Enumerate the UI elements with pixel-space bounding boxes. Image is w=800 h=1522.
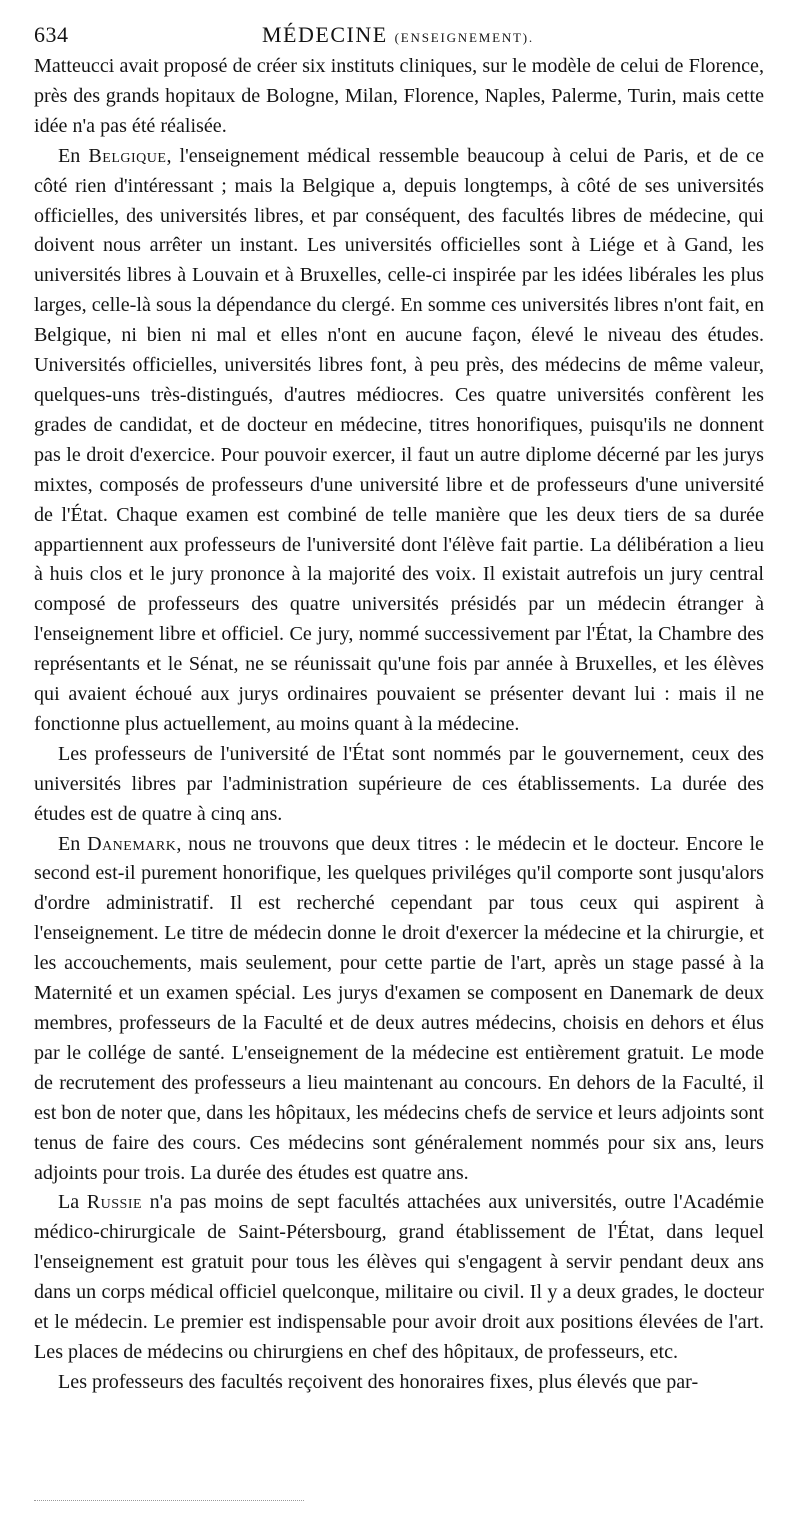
text-run: n'a pas moins de sept facultés attachées aux universités, outre l'Académie médico-chirurgicale de Saint-Pétersbourg, grand établissement de l'État, dans lequel l'enseignement est gratuit pour tous les élèves qui s'engagent à servir pendant deux ans dans un corps médical officiel quelconque, militaire ou civil. Il y a deux grades, le docteur et le médecin. Le premier est indispensable pour avoir droit aux positions élevées de l'art. Les places de médecins ou chirurgiens en chef des hôpitaux, de professeurs, etc.	[34, 1191, 765, 1363]
text-run: , l'enseignement médical ressemble beaucoup à celui de Paris, et de ce côté rien d'intéressant ; mais la Belgique a, depuis longtemps, à côté de ses universités officielles, des universités libres, et par conséquent, des facultés libres de médecine, qui doivent nous arrêter un instant. Les universités officielles sont à Liége et à Gand, les universités libres à Louvain et à Bruxelles, celle-ci inspirée par les idées libérales les plus larges, celle-là sous la dépendance du clergé. En somme ces universités libres n'ont fait, en Belgique, ni bien ni mal et elles n'ont en aucune façon, élevé le niveau des études. Universités officielles, universités libres font, à peu près, des médecins de même valeur, quelques-uns très-distingués, d'autres médiocres. Ces quatre universités confèrent les grades de candidat, et de docteur en médecine, titres honorifiques, puisqu'ils ne donnent pas le droit d'exercice. Pour pouvoir exercer, il faut un autre diplome décerné par les jurys mixtes, composés de professeurs d'une université libre et de professeurs d'une université de l'État. Chaque examen est combiné de telle manière que les deux tiers de sa durée appartiennent aux professeurs de l'université dont l'élève fait partie. La délibération a lieu à huis clos et le jury prononce à la majorité des voix. Il existait autrefois un jury central composé de professeurs des quatre universités présidés par un médecin étranger à l'enseignement libre et officiel. Ce jury, nommé successivement par l'État, la Chambre des représentants et le Sénat, ne se réunissait qu'une fois par année à Bruxelles, et les élèves qui avaient échoué aux jurys ordinaires pouvaient se présenter devant lui : mais il ne fonctionne plus actuellement, au moins quant à la médecine.	[34, 144, 764, 735]
country-name: Danemark	[87, 832, 177, 855]
paragraph	[34, 52, 764, 142]
page-number: 634	[34, 22, 69, 47]
running-title	[262, 22, 534, 48]
text-run: Les professeurs des facultés reçoivent des honoraires fixes, plus élevés que par-	[58, 1370, 699, 1393]
running-head	[34, 18, 764, 52]
country-name: Russie	[86, 1191, 143, 1214]
running-title-subtitle: (ENSEIGNEMENT).	[394, 30, 534, 45]
text-run: Matteucci avait proposé de créer six instituts cliniques, sur le modèle de celui de Florence, près des grands hopitaux de Bologne, Milan, Florence, Naples, Palerme, Turin, mais cette idée n'a pas été réalisée.	[34, 55, 764, 137]
paragraph	[34, 830, 764, 1189]
running-title-main: MÉDECINE	[262, 22, 388, 47]
body-text	[34, 52, 764, 1398]
country-name: Belgique	[88, 144, 167, 167]
paragraph	[34, 1368, 764, 1398]
text-run: En	[58, 144, 89, 167]
text-run: En	[58, 832, 88, 855]
document-page	[34, 18, 764, 1398]
text-run: , nous ne trouvons que deux titres : le médecin et le docteur. Encore le second est-il purement honorifique, les quelques priviléges qu'il comporte sont jusqu'alors d'ordre administratif. Il est recherché cependant par tous ceux qui aspirent à l'enseignement. Le titre de médecin donne le droit d'exercer la médecine et la chirurgie, et les accouchements, mais seulement, pour cette partie de l'art, après un stage passé à la Maternité et un examen spécial. Les jurys d'examen se composent en Danemark de deux membres, professeurs de la Faculté et de deux autres médecins, choisis en dehors et élus par le collége de santé. L'enseignement de la médecine est entièrement gratuit. Le mode de recrutement des professeurs a lieu maintenant au concours. En dehors de la Faculté, il est bon de noter que, dans les hôpitaux, les médecins chefs de service et leurs adjoints sont tenus de faire des cours. Ces médecins sont généralement nommés pour six ans, leurs adjoints pour trois. La durée des études est quatre ans.	[34, 832, 764, 1184]
paragraph	[34, 142, 764, 740]
paragraph	[34, 1188, 764, 1367]
text-run: Les professeurs de l'université de l'État sont nommés par le gouvernement, ceux des universités libres par l'administration supérieure de ces établissements. La durée des études est de quatre à cinq ans.	[34, 742, 764, 825]
paragraph	[34, 740, 764, 830]
footer-rule	[34, 1500, 304, 1501]
text-run: La	[58, 1191, 87, 1214]
